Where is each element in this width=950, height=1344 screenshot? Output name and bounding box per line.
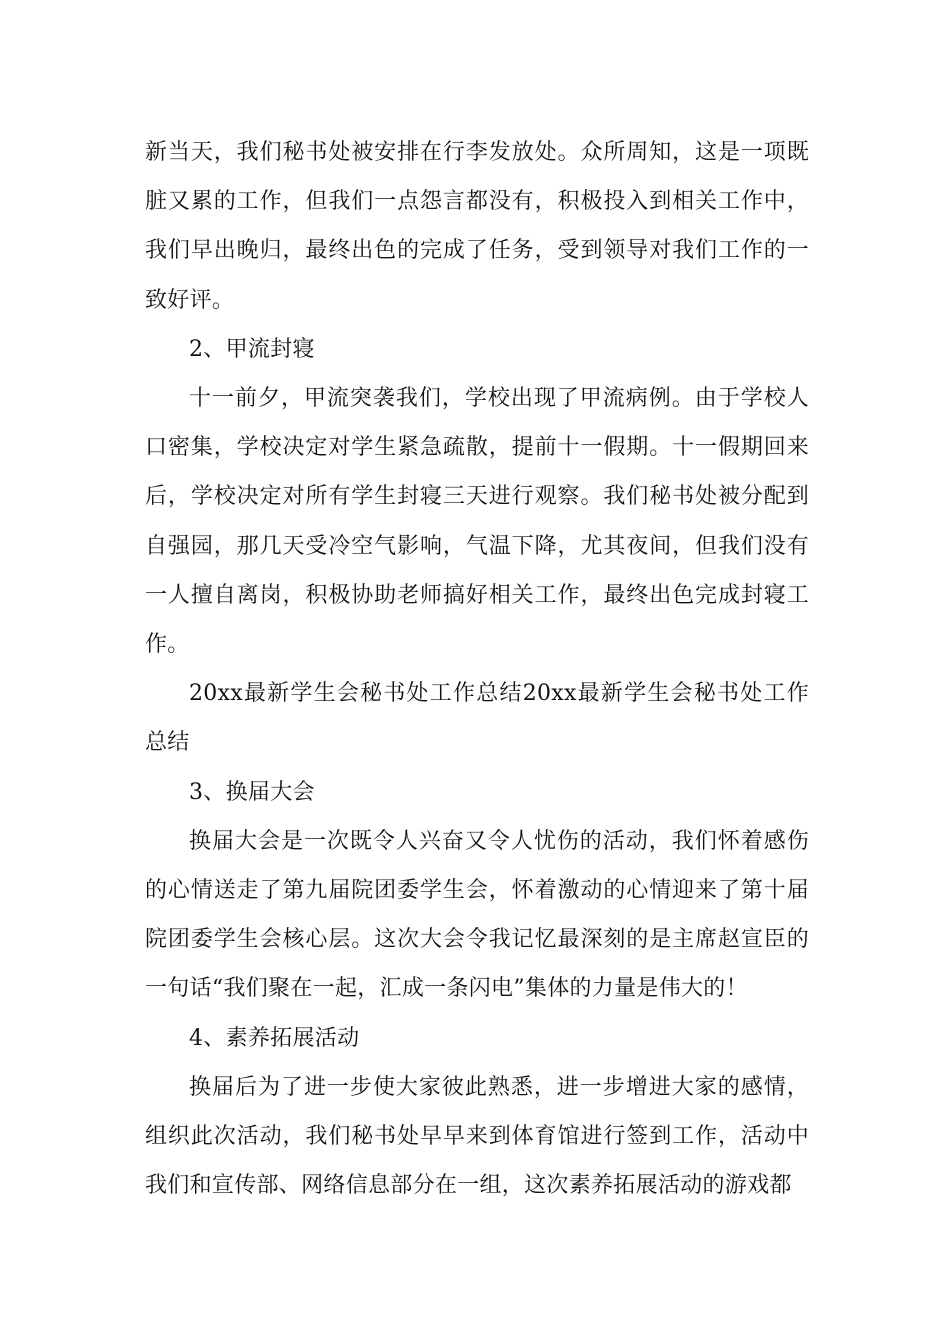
paragraph-continuation: 新当天，我们秘书处被安排在行李发放处。众所周知，这是一项既脏又累的工作，但我们一点怨言都没有，积极投入到相关工作中，我们早出晚归，最终出色的完成了任务，受到领导对我们工作的一致好评。 — [145, 140, 809, 313]
paragraph-election-meeting: 换届大会是一次既令人兴奋又令人忧伤的活动，我们怀着感伤的心情送走了第九届院团委学生会，怀着激动的心情迎来了第十届院团委学生会核心层。这次大会令我记忆最深刻的是主席赵宣臣的一句话“我们聚在一起，汇成一条闪电”集体的力量是伟大的！ — [145, 828, 809, 1002]
section-heading-outreach-activity: 4、素养拓展活动 — [189, 1025, 360, 1051]
section-heading-election-meeting: 3、换届大会 — [189, 779, 315, 805]
document-body — [145, 128, 809, 1210]
section-heading-flu-quarantine: 2、甲流封寝 — [189, 336, 315, 362]
paragraph-outreach-activity: 换届后为了进一步使大家彼此熟悉，进一步增进大家的感情，组织此次活动，我们秘书处早早来到体育馆进行签到工作，活动中我们和宣传部、网络信息部分在一组，这次素养拓展活动的游戏都 — [145, 1074, 809, 1199]
paragraph-title-repeat: 20xx最新学生会秘书处工作总结20xx最新学生会秘书处工作总结 — [145, 681, 809, 756]
paragraph-flu-quarantine: 十一前夕，甲流突袭我们，学校出现了甲流病例。由于学校人口密集，学校决定对学生紧急疏散，提前十一假期。十一假期回来后，学校决定对所有学生封寝三天进行观察。我们秘书处被分配到自强园，那几天受冷空气影响，气温下降，尤其夜间，但我们没有一人擅自离岗，积极协助老师搞好相关工作，最终出色完成封寝工作。 — [145, 386, 809, 658]
